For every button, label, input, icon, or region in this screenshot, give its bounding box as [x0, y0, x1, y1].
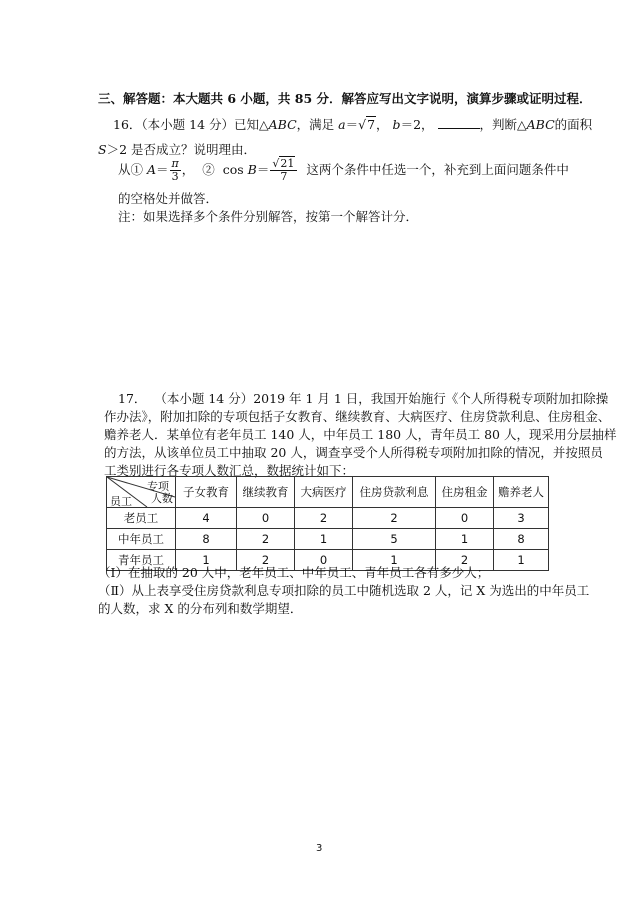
q16-judge-text: ，判断△: [479, 117, 527, 132]
table-column-header: 继续教育: [237, 477, 295, 508]
table-column-header: 赡养老人: [494, 477, 549, 508]
q17-text-line: 2019 年 1 月 1 日，我国开始施行《个人所得税专项附加扣除操: [253, 391, 609, 406]
q16-points: （本小题 14 分）: [141, 117, 235, 132]
q16-choose-text: 这两个条件中任选一个，补充到上面问题条件中: [306, 162, 569, 177]
table-cell: 1: [353, 550, 436, 571]
table-cell: 1: [494, 550, 549, 571]
q17-text-line: 赡养老人．某单位有老年员工 140 人，中年员工 180 人，青年员工 80 人，现采用分层抽样: [104, 427, 617, 442]
q16-option1-num: π: [171, 157, 179, 170]
q16-option2-radicand: 21: [280, 157, 295, 170]
q16-option2-eq: ＝: [256, 162, 270, 177]
table-cell: 2: [436, 550, 494, 571]
q16-s-var: S: [98, 142, 107, 157]
q16-s-cond: ＞2 是否成立？说明理由．: [106, 142, 257, 157]
table-cell: 4: [176, 508, 237, 529]
table-cell: 1: [295, 529, 353, 550]
q16-b-eq: ＝2，: [400, 117, 434, 132]
q17-statistics-table: [106, 476, 549, 571]
q17-part2-line2: 的人数，求 X 的分布列和数学期望．: [98, 601, 303, 616]
q16-b-var: b: [392, 117, 401, 132]
table-cell: 2: [295, 508, 353, 529]
q16-choose-line2: 的空格处并做答．: [118, 191, 219, 206]
row-label: 中年员工: [107, 529, 176, 550]
q17-part1: （Ⅰ）在抽取的 20 人中，老年员工、中年员工、青年员工各有多少人；: [98, 565, 490, 580]
q16-note: 注：如果选择多个条件分别解答，按第一个解答计分．: [118, 209, 419, 224]
q16-line2: [98, 140, 256, 158]
table-cell: 2: [237, 529, 295, 550]
table-cell: 0: [237, 508, 295, 529]
table-row: [107, 529, 549, 550]
q16-cond-text: ，满足: [296, 117, 335, 132]
q16-option2-fraction: [270, 158, 297, 183]
table-column-header: 住房租金: [436, 477, 494, 508]
q16-a-var: a: [338, 117, 346, 132]
table-cell: 1: [176, 550, 237, 571]
page-number: 3: [316, 843, 323, 854]
corner-label-item: 专项: [147, 480, 169, 493]
q16-option1-den: 3: [171, 170, 179, 183]
q16-option2-var: B: [247, 162, 257, 177]
table-column-header: 子女教育: [176, 477, 237, 508]
q16-a-eq: ＝: [345, 117, 359, 132]
table-cell: 1: [436, 529, 494, 550]
row-label: 老员工: [107, 508, 176, 529]
table-cell: 8: [494, 529, 549, 550]
q16-option2-func: cos: [222, 162, 244, 177]
table-cell: 3: [494, 508, 549, 529]
q16-number: 16．: [113, 117, 142, 132]
row-label: 青年员工: [107, 550, 176, 571]
q17-part2-line1: （Ⅱ）从上表享受住房贷款利息专项扣除的员工中随机选取 2 人，记 X 为选出的中年员工: [98, 583, 590, 598]
table-cell: 8: [176, 529, 237, 550]
q16-a-radicand: 7: [367, 117, 376, 132]
q16-triangle: ABC: [268, 117, 297, 132]
table-header-row: [107, 477, 549, 508]
q16-intro: 已知△: [234, 117, 269, 132]
q16-option1-mark: 从①: [118, 162, 144, 177]
table-row: [107, 508, 549, 529]
q17-text-line: 的方法，从该单位员工中抽取 20 人，调查享受个人所得税专项附加扣除的情况，并按照员: [104, 445, 603, 460]
section-heading: 三、解答题：本大题共 6 小题，共 85 分．解答应写出文字说明，演算步骤或证明过程．: [98, 91, 592, 106]
q16-line1: 16．（本小题 14 分）已知△ABC，满足 a＝√7， b＝2， ，判断△ABC的面积: [113, 117, 593, 132]
q17-text-line: 作办法》，附加扣除的专项包括子女教育、继续教育、大病医疗、住房贷款利息、住房租金、: [104, 409, 611, 424]
q17-points: （本小题 14 分）: [154, 391, 254, 406]
corner-label-count: 人数: [151, 492, 173, 505]
q16-area-text: 的面积: [554, 117, 593, 132]
table-column-header: 住房贷款利息: [353, 477, 436, 508]
table-cell: 0: [295, 550, 353, 571]
q16-option2-num: √21: [270, 158, 297, 171]
q16-option1-sep: ，: [181, 162, 195, 177]
q16-option2-den: 7: [280, 170, 288, 183]
q16-option1-var: A: [147, 162, 157, 177]
q16-options: [118, 158, 569, 183]
corner-label-staff: 员工: [110, 495, 132, 508]
q16-option1-eq: ＝: [156, 162, 169, 177]
table-column-header: 大病医疗: [295, 477, 353, 508]
table-corner-cell: [107, 477, 176, 508]
q16-sep: ，: [376, 117, 389, 132]
q17-text-line: 工类别进行各专项人数汇总，数据统计如下：: [104, 463, 355, 478]
table-cell: 5: [353, 529, 436, 550]
q17-line1: [118, 389, 608, 407]
table-cell: 0: [436, 508, 494, 529]
q16-answer-blank: [438, 117, 480, 129]
q16-option2-mark: ②: [202, 162, 215, 177]
table-cell: 2: [237, 550, 295, 571]
q16-option1-fraction: [170, 158, 181, 183]
q17-number: 17．: [118, 391, 147, 406]
table-cell: 2: [353, 508, 436, 529]
q16-triangle-2: ABC: [526, 117, 555, 132]
